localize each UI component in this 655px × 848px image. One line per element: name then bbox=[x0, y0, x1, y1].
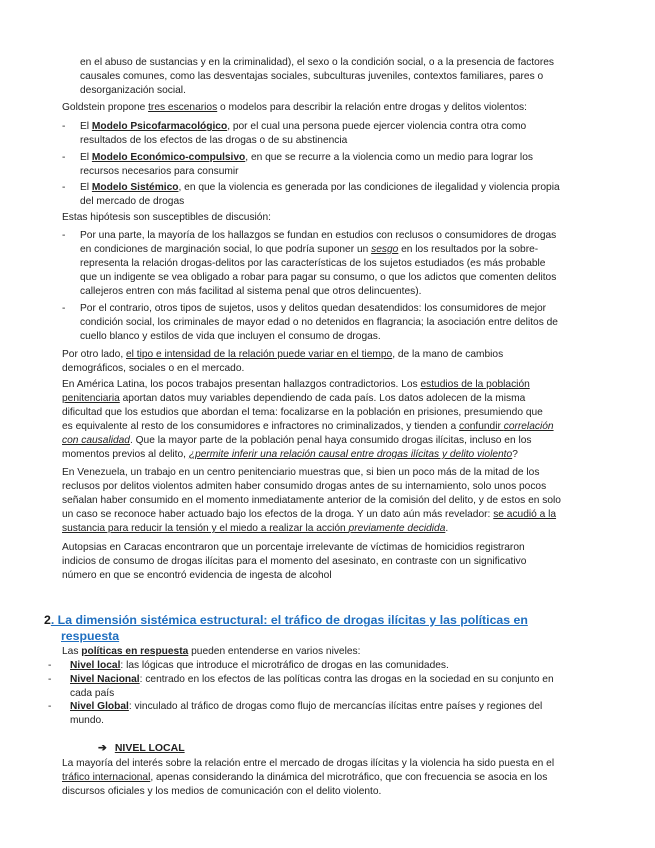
paragraph-autopsies: Autopsias en Caracas encontraron que un porcentaje irrelevante de víctimas de homicidios registraron indicios de consumo de drogas ilícitas para el momento del asesinato, en contraste con un significativo número en que se encontró evidencia de ingesta de alcohol bbox=[62, 542, 527, 581]
paragraph-microtrafico: La mayoría del interés sobre la relación entre el mercado de drogas ilícitas y la violencia ha sido puesta en el tráfico internacional, apenas considerando la dinámica del microtráfico, que con frecuencia se asocia en los discursos oficiales y los medios de comunicación con el delito violento. bbox=[62, 758, 555, 797]
list-item-nivel-local: Nivel local: las lógicas que introduce el microtráfico de drogas en las comunidades. bbox=[70, 660, 449, 671]
list-bullet: - bbox=[48, 701, 52, 712]
list-item-bias: Por una parte, la mayoría de los hallazgos se fundan en estudios con reclusos o consumidores de drogas en condiciones de marginación social, lo que podría suponer un sesgo en los resultados por la sobre- representa la relación drogas-delitos por las características de los sujetos estudiados (es más probable que un indigente se vea obligado a robar para pagar su consumo, o que los adictos que comenten delitos callejeros entren con más facilitad al sistema penal que otros delincuentes). bbox=[80, 230, 557, 297]
list-item-sistemico: El Modelo Sistémico, en que la violencia es generada por las condiciones de ilegalidad y violencia propia del mercado de drogas bbox=[80, 182, 560, 207]
paragraph-policies: Las políticas en respuesta pueden entenderse en varios niveles: bbox=[62, 646, 361, 657]
list-bullet: - bbox=[48, 660, 52, 671]
subheading-label: NIVEL LOCAL bbox=[114, 742, 185, 754]
paragraph-goldstein: Goldstein propone tres escenarios o modelos para describir la relación entre drogas y delitos violentos: bbox=[62, 102, 527, 113]
section-title-cont: respuesta bbox=[61, 629, 120, 643]
section-number: 2 bbox=[44, 613, 51, 627]
list-bullet: - bbox=[48, 674, 52, 685]
list-bullet: - bbox=[62, 152, 66, 163]
subheading-nivel-local bbox=[98, 741, 185, 755]
list-bullet: - bbox=[62, 182, 66, 193]
paragraph-venezuela: En Venezuela, un trabajo en un centro penitenciario muestras que, si bien un poco más de la mitad de los reclusos por delitos violentos admiten haber consumido drogas antes de su internamiento, solo unos pocos señalan haber consumido en el momento inmediatamente anterior de la comisión del delito, y de estos en solo un caso se reconoce haber actuado bajo los efectos de la droga. Y un dato aún más revelador: se acudió a la sustancia para reducir la tensión y el miedo a realizar la acción previamente decidida. bbox=[62, 467, 561, 534]
list-item-nivel-global: Nivel Global: vinculado al tráfico de drogas como flujo de mercancías ilícitas entre países y regiones del mundo. bbox=[70, 701, 543, 726]
list-bullet: - bbox=[62, 121, 66, 132]
list-bullet: - bbox=[62, 303, 66, 314]
paragraph-variation: Por otro lado, el tipo e intensidad de la relación puede variar en el tiempo, de la mano de cambios demográficos, sociales o en el mercado. bbox=[62, 349, 504, 374]
list-item-psicofarmacologico: El Modelo Psicofarmacológico, por el cual una persona puede ejercer violencia contra otra como resultados de los efectos de las drogas o de su abstinencia bbox=[80, 121, 527, 146]
list-item-economico-compulsivo: El Modelo Económico-compulsivo, en que se recurre a la violencia como un medio para lograr los recursos necesarios para consumir bbox=[80, 152, 533, 177]
list-item-neglected: Por el contrario, otros tipos de sujetos, usos y delitos quedan desatendidos: los consumidores de mejor condición social, los criminales de mayor edad o no detenidos en flagrancia; la asociación entre delitos de cuello blanco y estilos de vida que incluyen el consumo de drogas. bbox=[80, 303, 558, 342]
section-title: . La dimensión sistémica estructural: el tráfico de drogas ilícitas y las políticas en bbox=[50, 613, 528, 627]
paragraph-hypotheses: Estas hipótesis son susceptibles de discusión: bbox=[62, 212, 271, 223]
arrow-right-icon: ➔ bbox=[98, 742, 107, 754]
paragraph-latin-america: En América Latina, los pocos trabajos presentan hallazgos contradictorios. Los estudios de la población penitenciaria aportan datos muy variables dependiendo de cada país. Los datos adolecen de la misma dificultad que los estudios que abordan el tema: focalizarse en la población en prisiones, presumiendo que es equivalente al resto de los consumidores e infractores no criminalizados, y tienden a confundir correlación con causalidad. Que la mayor parte de la población penal haya consumido drogas ilícitas, incluso en los momentos previos al delito, ¿permite inferir una relación causal entre drogas ilícitas y delito violento? bbox=[62, 379, 554, 460]
section-heading bbox=[44, 612, 584, 644]
list-bullet: - bbox=[62, 230, 66, 241]
paragraph-factors: en el abuso de sustancias y en la criminalidad), el sexo o la condición social, o a la presencia de factores causales comunes, como las desventajas sociales, subculturas juveniles, contextos familiares, pares o desorganización social. bbox=[80, 57, 554, 96]
list-item-nivel-nacional: Nivel Nacional: centrado en los efectos de las políticas contra las drogas en la sociedad en su conjunto en cada país bbox=[70, 674, 554, 699]
